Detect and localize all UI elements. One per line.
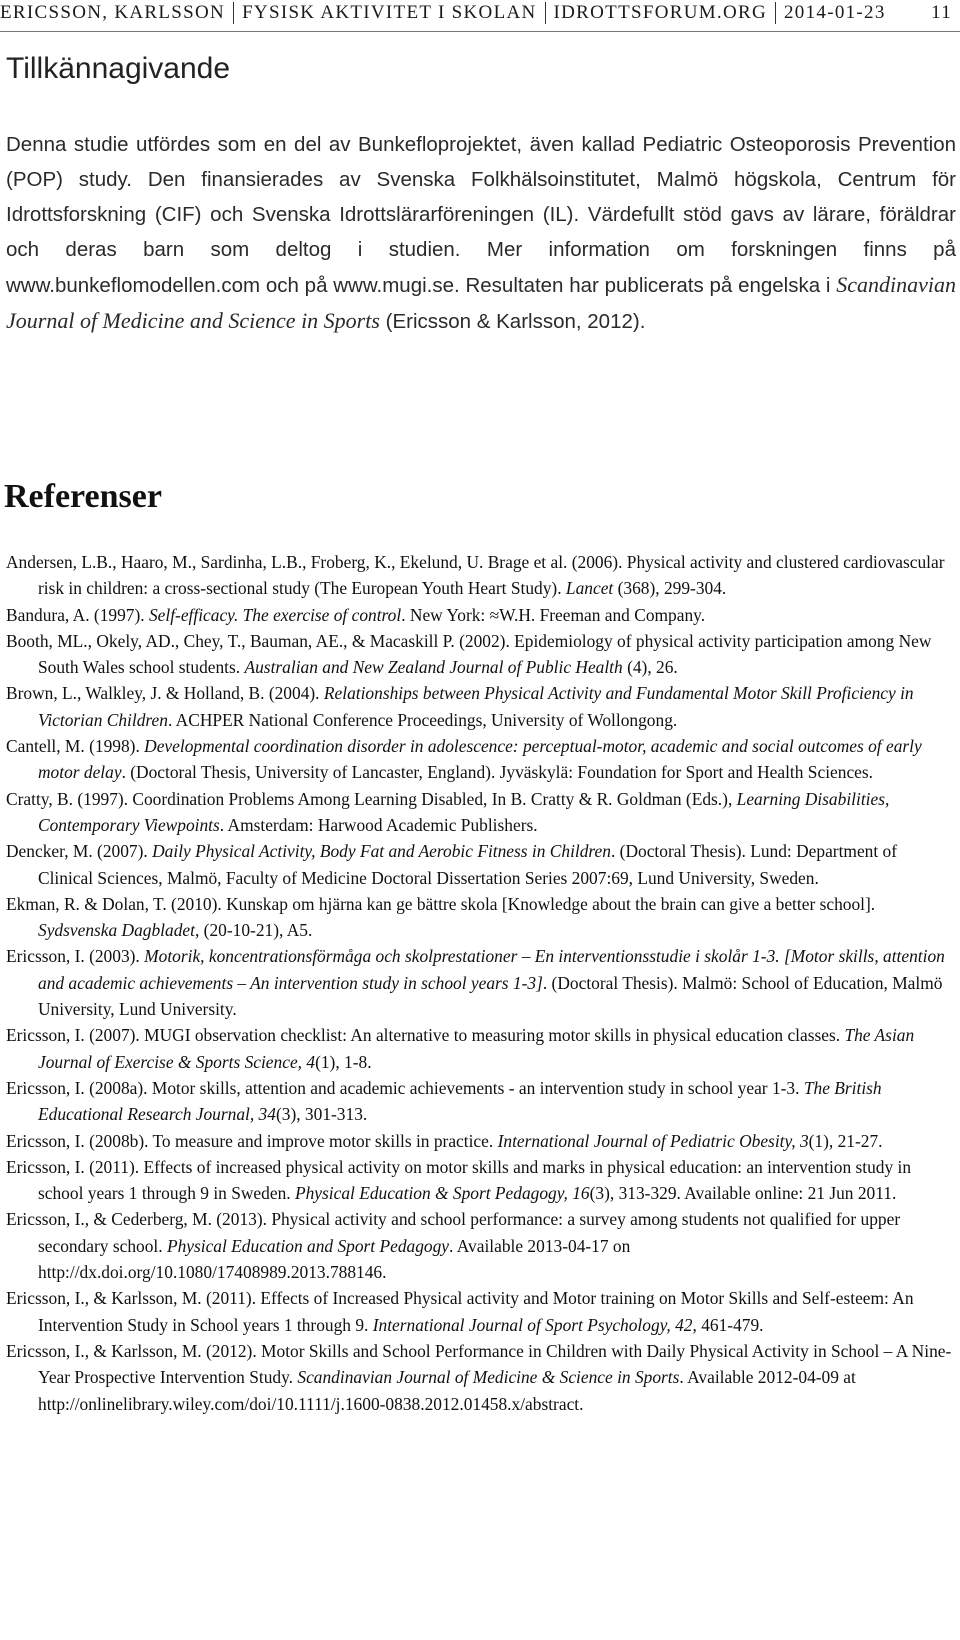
reference-text-end: , (20-10-21), A5.	[194, 920, 313, 941]
reference-text-end: . Available 2013-04-17 on http://dx.doi.org/10.1080/17408989.2013.788146.	[38, 1235, 631, 1283]
reference-text: Ericsson, I., & Cederberg, M. (2013). Physical activity and school performance: a survey among students not qualified for upper secondary school.	[6, 1209, 901, 1256]
reference-entry	[6, 891, 954, 944]
reference-italic: The British Educational Research Journal, 34	[38, 1077, 882, 1125]
reference-text-end: (3), 313-329. Available online: 21 Jun 2011.	[589, 1183, 897, 1204]
reference-entry	[6, 1285, 954, 1338]
reference-text-end: . (Doctoral Thesis). Malmö: School of Education, Malmö University, Lund University.	[38, 972, 943, 1020]
header-date: 2014-01-23	[784, 2, 886, 23]
reference-text-end: (1), 1-8.	[315, 1051, 372, 1072]
header-site: IDROTTSFORUM.ORG	[553, 2, 767, 23]
reference-entry	[6, 1075, 954, 1128]
reference-italic: International Journal of Sport Psychology, 42	[372, 1314, 693, 1335]
reference-text: Cratty, B. (1997). Coordination Problems Among Learning Disabled, In B. Cratty & R. Goldman (Eds.),	[6, 788, 737, 809]
reference-entry	[6, 1154, 954, 1207]
reference-text: Ericsson, I. (2008a). Motor skills, attention and academic achievements - an intervention study in school year 1-3.	[6, 1077, 804, 1098]
reference-entry	[6, 602, 954, 628]
reference-text: Booth, ML., Okely, AD., Chey, T., Bauman, AE., & Macaskill P. (2002). Epidemiology of physical activity participation among New South Wales school students.	[6, 630, 932, 678]
reference-italic: International Journal of Pediatric Obesity, 3	[497, 1130, 809, 1151]
reference-italic: The Asian Journal of Exercise & Sports Science, 4	[38, 1025, 915, 1072]
reference-entry	[6, 786, 954, 839]
header-divider	[545, 2, 546, 24]
acknowledgement-journal: Scandinavian Journal of Medicine and Science in Sports	[6, 272, 956, 333]
reference-italic: Australian and New Zealand Journal of Public Health	[244, 657, 623, 678]
reference-text-end: . (Doctoral Thesis). Lund: Department of Clinical Sciences, Malmö, Faculty of Medicine Doctoral Dissertation Series 2007:69, Lund University, Sweden.	[38, 841, 898, 888]
reference-text: Bandura, A. (1997).	[6, 604, 149, 625]
reference-text: Ericsson, I. (2003).	[6, 946, 145, 967]
reference-text: Andersen, L.B., Haaro, M., Sardinha, L.B., Froberg, K., Ekelund, U. Brage et al. (2006). Physical activity and clustered cardiovascular risk in children: a cross-sectional study (The European Youth Heart Study).	[6, 552, 945, 599]
header-divider	[775, 2, 776, 24]
reference-entry	[6, 838, 954, 891]
reference-text-end: . Available 2012-04-09 at http://onlinelibrary.wiley.com/doi/10.1111/j.1600-0838.2012.01458.x/abstract.	[38, 1367, 856, 1414]
reference-text: Ericsson, I., & Karlsson, M. (2011). Effects of Increased Physical activity and Motor training on Motor Skills and Self-esteem: An Intervention Study in School years 1 through 9.	[6, 1288, 914, 1335]
reference-italic: Daily Physical Activity, Body Fat and Aerobic Fitness in Children	[152, 841, 611, 862]
reference-list	[6, 549, 954, 1417]
reference-text: Ericsson, I. (2011). Effects of increased physical activity on motor skills and marks in physical education: an intervention study in school years 1 through 9 in Sweden.	[6, 1156, 912, 1204]
reference-italic: Physical Education and Sport Pedagogy	[166, 1235, 450, 1256]
reference-text-end: (3), 301-313.	[275, 1104, 368, 1125]
reference-italic: Self-efficacy. The exercise of control	[148, 604, 402, 625]
reference-entry	[6, 943, 954, 1022]
acknowledgement-heading: Tillkännagivande	[6, 52, 231, 85]
acknowledgement-text: Denna studie utfördes som en del av Bunkefloprojektet, även kallad Pediatric Osteoporosis Prevention (POP) study. Den finansierades av Svenska Folkhälsoinstitutet, Malmö högskola, Centrum för Idrottsforskning (CIF) och Svenska Idrottslärarföreningen (IL). Värdefullt stöd gavs av lärare, föräldrar och deras barn som deltog i studien. Mer information om forskningen finns på www.bunkeflomodellen.com och på www.mugi.se. Resultaten har publicerats på engelska i	[6, 133, 956, 297]
reference-entry	[6, 628, 954, 681]
references-heading: Referenser	[4, 478, 162, 515]
header-divider	[233, 2, 234, 24]
reference-text-end: . Amsterdam: Harwood Academic Publishers.	[219, 814, 538, 835]
reference-entry	[6, 733, 954, 786]
reference-text-end: (368), 299-304.	[613, 578, 727, 599]
reference-text-end: (1), 21-27.	[808, 1130, 883, 1151]
header-rule	[0, 31, 960, 32]
reference-text-end: , 461-479.	[692, 1314, 764, 1335]
reference-entry	[6, 1206, 954, 1285]
reference-text: Brown, L., Walkley, J. & Holland, B. (2004).	[6, 683, 324, 704]
reference-italic: Physical Education & Sport Pedagogy, 16	[294, 1183, 590, 1204]
reference-text-end: (4), 26.	[622, 657, 678, 678]
reference-text: Ericsson, I., & Karlsson, M. (2012). Motor Skills and School Performance in Children with Daily Physical Activity in School – A Nine-Year Prospective Intervention Study.	[6, 1340, 952, 1388]
reference-text: Dencker, M. (2007).	[6, 841, 153, 862]
reference-italic: Motorik, koncentrationsförmåga och skolprestationer – En interventionsstudie i skolår 1-3. [Motor skills, attention and academic achievements – An intervention study in school years 1-3]	[38, 946, 945, 993]
reference-text: Ericsson, I. (2007). MUGI observation checklist: An alternative to measuring motor skills in physical education classes.	[6, 1025, 845, 1046]
reference-text-end: . New York: ≈W.H. Freeman and Company.	[401, 604, 706, 625]
reference-italic: Scandinavian Journal of Medicine & Science in Sports	[297, 1367, 680, 1388]
reference-entry	[6, 1128, 954, 1154]
reference-italic: Lancet	[565, 578, 614, 599]
reference-entry	[6, 1338, 954, 1417]
running-header	[0, 0, 960, 32]
acknowledgement-paragraph	[6, 127, 956, 339]
reference-entry	[6, 680, 954, 733]
reference-entry	[6, 1022, 954, 1075]
reference-text-end: . ACHPER National Conference Proceedings, University of Wollongong.	[167, 709, 678, 730]
page-number: 11	[931, 2, 952, 23]
reference-entry	[6, 549, 954, 602]
reference-italic: Sydsvenska Dagbladet	[38, 920, 195, 941]
reference-text-end: . (Doctoral Thesis, University of Lancaster, England). Jyväskylä: Foundation for Sport and Health Sciences.	[121, 762, 873, 783]
reference-text: Ericsson, I. (2008b). To measure and improve motor skills in practice.	[6, 1130, 498, 1151]
reference-italic: Developmental coordination disorder in adolescence: perceptual-motor, academic and social outcomes of early motor delay	[38, 736, 922, 783]
reference-italic: Relationships between Physical Activity and Fundamental Motor Skill Proficiency in Victorian Children	[38, 683, 914, 730]
reference-italic: Learning Disabilities, Contemporary Viewpoints	[38, 788, 890, 835]
acknowledgement-text-end: (Ericsson & Karlsson, 2012).	[379, 310, 646, 333]
header-authors: ERICSSON, KARLSSON	[0, 2, 226, 23]
reference-text: Ekman, R. & Dolan, T. (2010). Kunskap om hjärna kan ge bättre skola [Knowledge about the brain can give a better school].	[6, 893, 876, 914]
header-title: FYSISK AKTIVITET I SKOLAN	[242, 2, 537, 23]
reference-text: Cantell, M. (1998).	[6, 736, 145, 757]
